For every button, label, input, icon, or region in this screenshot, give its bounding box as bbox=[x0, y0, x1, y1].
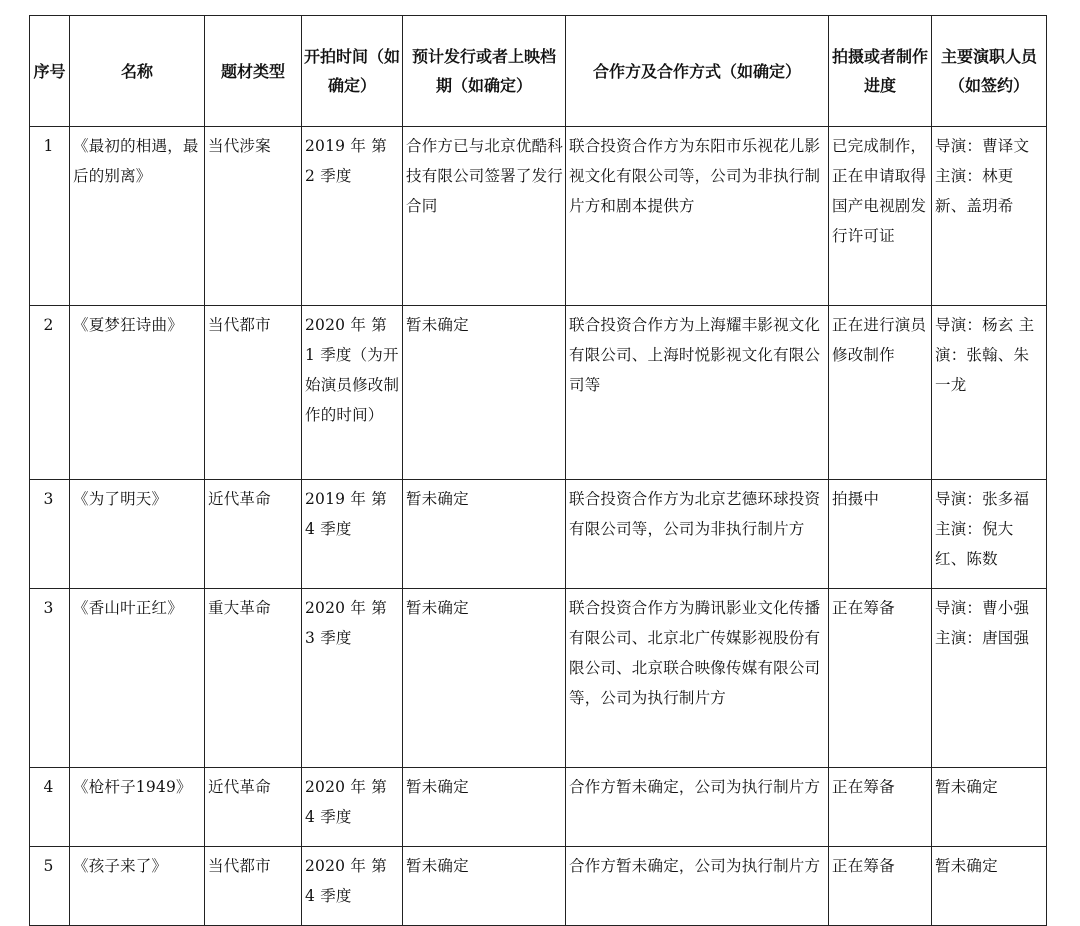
cell-name: 《香山叶正红》 bbox=[70, 589, 205, 768]
document-page bbox=[29, 15, 1047, 926]
cell-progress: 正在筹备 bbox=[829, 847, 932, 926]
cell-name: 《夏梦狂诗曲》 bbox=[70, 306, 205, 480]
cell-genre: 当代涉案 bbox=[205, 127, 302, 306]
header-start-time: 开拍时间（如确定） bbox=[302, 16, 403, 127]
cell-genre: 近代革命 bbox=[205, 768, 302, 847]
cell-index: 3 bbox=[30, 589, 70, 768]
cell-name: 《为了明天》 bbox=[70, 480, 205, 589]
cell-progress: 正在进行演员修改制作 bbox=[829, 306, 932, 480]
cell-cast: 导演：张多福 主演：倪大红、陈数 bbox=[932, 480, 1047, 589]
cell-progress: 正在筹备 bbox=[829, 768, 932, 847]
cell-start-time: 2020 年 第 3 季度 bbox=[302, 589, 403, 768]
cell-genre: 当代都市 bbox=[205, 306, 302, 480]
cell-index: 5 bbox=[30, 847, 70, 926]
cell-partners: 联合投资合作方为腾讯影业文化传播有限公司、北京北广传媒影视股份有限公司、北京联合映像传媒有限公司等，公司为执行制片方 bbox=[566, 589, 829, 768]
cell-index: 1 bbox=[30, 127, 70, 306]
cell-name: 《最初的相遇，最后的别离》 bbox=[70, 127, 205, 306]
cell-partners: 联合投资合作方为上海耀丰影视文化有限公司、上海时悦影视文化有限公司等 bbox=[566, 306, 829, 480]
cell-genre: 近代革命 bbox=[205, 480, 302, 589]
cell-release: 暂未确定 bbox=[403, 847, 566, 926]
cell-genre: 当代都市 bbox=[205, 847, 302, 926]
cell-cast: 导演：曹小强 主演：唐国强 bbox=[932, 589, 1047, 768]
cell-partners: 联合投资合作方为北京艺德环球投资有限公司等，公司为非执行制片方 bbox=[566, 480, 829, 589]
cell-name: 《枪杆子1949》 bbox=[70, 768, 205, 847]
cell-index: 2 bbox=[30, 306, 70, 480]
table-row bbox=[30, 589, 1047, 768]
cell-cast: 导演：杨玄 主演：张翰、朱一龙 bbox=[932, 306, 1047, 480]
table-row bbox=[30, 847, 1047, 926]
cell-index: 4 bbox=[30, 768, 70, 847]
cell-cast: 导演：曹译文 主演：林更新、盖玥希 bbox=[932, 127, 1047, 306]
header-cast: 主要演职人员（如签约） bbox=[932, 16, 1047, 127]
header-genre: 题材类型 bbox=[205, 16, 302, 127]
cell-start-time: 2019 年 第 4 季度 bbox=[302, 480, 403, 589]
header-progress: 拍摄或者制作进度 bbox=[829, 16, 932, 127]
cell-partners: 联合投资合作方为东阳市乐视花儿影视文化有限公司等，公司为非执行制片方和剧本提供方 bbox=[566, 127, 829, 306]
cell-start-time: 2020 年 第 4 季度 bbox=[302, 768, 403, 847]
header-release: 预计发行或者上映档期（如确定） bbox=[403, 16, 566, 127]
film-projects-table bbox=[29, 15, 1047, 926]
cell-start-time: 2019 年 第 2 季度 bbox=[302, 127, 403, 306]
cell-name: 《孩子来了》 bbox=[70, 847, 205, 926]
cell-release: 暂未确定 bbox=[403, 306, 566, 480]
cell-index: 3 bbox=[30, 480, 70, 589]
cell-partners: 合作方暂未确定，公司为执行制片方 bbox=[566, 847, 829, 926]
table-row bbox=[30, 480, 1047, 589]
cell-progress: 已完成制作，正在申请取得国产电视剧发行许可证 bbox=[829, 127, 932, 306]
cell-start-time: 2020 年 第 4 季度 bbox=[302, 847, 403, 926]
cell-release: 暂未确定 bbox=[403, 768, 566, 847]
cell-release: 合作方已与北京优酷科技有限公司签署了发行合同 bbox=[403, 127, 566, 306]
header-index: 序号 bbox=[30, 16, 70, 127]
cell-release: 暂未确定 bbox=[403, 589, 566, 768]
cell-cast: 暂未确定 bbox=[932, 768, 1047, 847]
table-header-row bbox=[30, 16, 1047, 127]
cell-progress: 拍摄中 bbox=[829, 480, 932, 589]
table-row bbox=[30, 768, 1047, 847]
header-name: 名称 bbox=[70, 16, 205, 127]
cell-partners: 合作方暂未确定，公司为执行制片方 bbox=[566, 768, 829, 847]
cell-genre: 重大革命 bbox=[205, 589, 302, 768]
cell-progress: 正在筹备 bbox=[829, 589, 932, 768]
cell-cast: 暂未确定 bbox=[932, 847, 1047, 926]
table-row bbox=[30, 306, 1047, 480]
header-partners: 合作方及合作方式（如确定） bbox=[566, 16, 829, 127]
table-row bbox=[30, 127, 1047, 306]
cell-release: 暂未确定 bbox=[403, 480, 566, 589]
cell-start-time: 2020 年 第 1 季度（为开始演员修改制作的时间） bbox=[302, 306, 403, 480]
